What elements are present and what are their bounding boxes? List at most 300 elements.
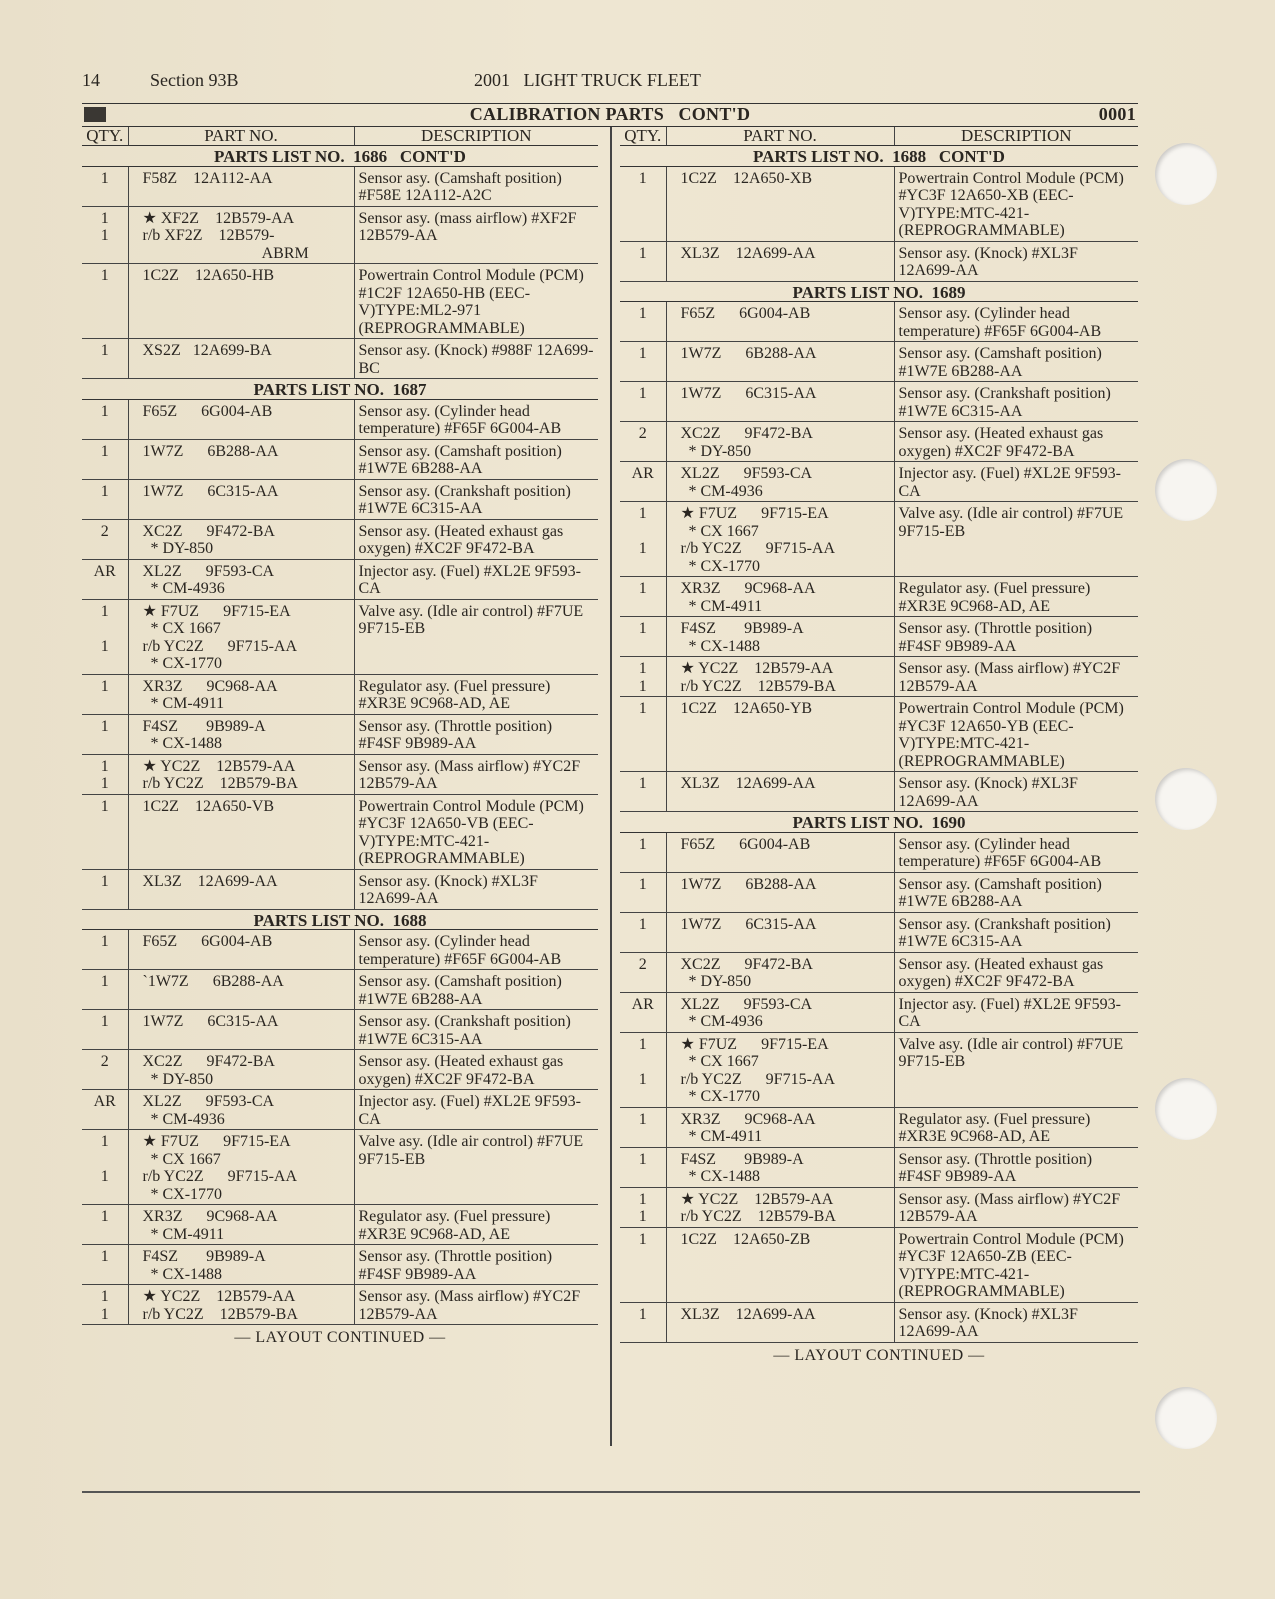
table-row: [82, 1245, 598, 1285]
qty-value: 1: [638, 1230, 647, 1248]
qty-cell: [620, 912, 666, 952]
qty-cell: [82, 794, 128, 869]
qty-value: 1: [638, 305, 647, 322]
parts-list-title-text: PARTS LIST NO. 1688: [82, 909, 598, 930]
qty-value: 1: [638, 620, 647, 637]
qty-cell: [620, 992, 666, 1032]
part-number-line: 1C2Z 12A650-XB: [680, 169, 813, 187]
part-number-cell: [128, 1050, 354, 1090]
part-number-cell: [666, 912, 894, 952]
qty-value: 1: [100, 717, 109, 735]
description-cell: Valve asy. (Idle air control) #F7UE 9F715-EB: [894, 1032, 1138, 1107]
description-cell: Sensor asy. (Cylinder head temperature) #F65F 6G004-AB: [354, 930, 598, 970]
part-number-line: r/b YC2Z 9F715-AA: [680, 540, 836, 557]
description-cell: Sensor asy. (Heated exhaust gas oxygen) #XC2F 9F472-BA: [354, 1050, 598, 1090]
qty-value: 1: [100, 1305, 109, 1323]
part-number-line: XC2Z 9F472-BA: [680, 425, 813, 442]
part-number-line: * CX-1488: [142, 735, 223, 752]
part-number-cell: [666, 952, 894, 992]
binder-hole: [1155, 459, 1217, 521]
table-row: [620, 422, 1138, 462]
part-number-line: * DY-850: [142, 1070, 214, 1088]
qty-value: 1: [100, 602, 109, 620]
part-number-line: `1W7Z 6B288-AA: [142, 973, 284, 990]
qty-value: 1: [100, 342, 109, 359]
qty-cell: [620, 342, 666, 382]
parts-list-title-text: PARTS LIST NO. 1688 CONT'D: [620, 146, 1138, 167]
table-row: [82, 166, 598, 206]
table-row: [82, 1090, 598, 1130]
table-row: [620, 912, 1138, 952]
part-number-line: XL2Z 9F593-CA: [680, 465, 813, 482]
part-number-line: 1W7Z 6C315-AA: [142, 1013, 279, 1030]
description-cell: Sensor asy. (Camshaft position) #F58E 12A112-A2C: [354, 166, 598, 206]
part-number-line: * CM-4936: [680, 1013, 763, 1030]
part-number-line: 1C2Z 12A650-HB: [142, 267, 275, 284]
table-row: [620, 241, 1138, 281]
qty-cell: [620, 577, 666, 617]
part-number-line: ★ YC2Z 12B579-AA: [680, 1190, 834, 1208]
table-row: [82, 206, 598, 264]
qty-value: 1: [638, 775, 647, 792]
table-row: [82, 674, 598, 714]
description-cell: Sensor asy. (Heated exhaust gas oxygen) #XC2F 9F472-BA: [894, 422, 1138, 462]
part-number-line: * CX-1770: [680, 1088, 761, 1105]
description-header: DESCRIPTION: [894, 127, 1138, 146]
qty-cell: [620, 952, 666, 992]
part-number-cell: [128, 479, 354, 519]
part-number-cell: [128, 1090, 354, 1130]
part-number-line: F65Z 6G004-AB: [142, 402, 273, 420]
binder-hole: [1155, 768, 1217, 830]
part-number-line: * CX-1488: [680, 1168, 761, 1185]
qty-value: 1: [638, 169, 647, 187]
part-number-cell: [666, 872, 894, 912]
qty-cell: [620, 422, 666, 462]
qty-value: 1: [100, 1013, 109, 1030]
part-number-line: XL3Z 12A699-AA: [680, 244, 816, 262]
part-number-line: XL2Z 9F593-CA: [680, 995, 813, 1013]
description-cell: Sensor asy. (Throttle position) #F4SF 9B989-AA: [354, 1245, 598, 1285]
part-number-cell: [128, 339, 354, 379]
part-number-line: * CM-4911: [142, 1225, 225, 1243]
description-cell: Powertrain Control Module (PCM) #1C2F 12A650-HB (EEC-V)TYPE:ML2-971 (REPROGRAMMABLE): [354, 264, 598, 339]
description-cell: Sensor asy. (Heated exhaust gas oxygen) #XC2F 9F472-BA: [354, 519, 598, 559]
part-number-cell: [666, 1187, 894, 1227]
qty-value: [624, 1053, 662, 1071]
page-number: 14: [82, 70, 100, 90]
qty-cell: [82, 754, 128, 794]
calibration-code: 0001: [1098, 104, 1136, 124]
qty-value: 1: [638, 660, 647, 677]
part-number-line: * DY-850: [142, 540, 214, 557]
qty-value: 1: [638, 700, 647, 717]
calibration-title-bar: [82, 103, 1138, 127]
part-number-line: ★ F7UZ 9F715-EA: [680, 1035, 829, 1053]
table-row: [82, 714, 598, 754]
part-number-line: * CM-4936: [142, 580, 225, 597]
qty-value: 1: [638, 915, 647, 933]
layout-continued-right: — LAYOUT CONTINUED —: [773, 1346, 985, 1364]
description-cell: Powertrain Control Module (PCM) #YC3F 12A650-YB (EEC-V)TYPE:MTC-421- (REPROGRAMMABLE): [894, 697, 1138, 772]
table-row: [82, 439, 598, 479]
table-row: [82, 519, 598, 559]
part-number-cell: [666, 422, 894, 462]
table-row: [620, 302, 1138, 342]
description-cell: Sensor asy. (Mass airflow) #YC2F 12B579-AA: [354, 1285, 598, 1325]
part-number-cell: [666, 302, 894, 342]
part-number-line: * DY-850: [680, 973, 752, 990]
part-number-cell: [128, 206, 354, 264]
qty-cell: [620, 166, 666, 241]
table-row: [82, 1285, 598, 1325]
part-number-cell: [128, 519, 354, 559]
part-number-cell: [128, 674, 354, 714]
qty-value: 1: [100, 1168, 109, 1185]
qty-value: 1: [100, 775, 109, 792]
qty-value: AR: [93, 562, 116, 580]
part-number-line: r/b YC2Z 12B579-BA: [142, 1305, 298, 1323]
description-cell: Sensor asy. (Cylinder head temperature) #F65F 6G004-AB: [894, 302, 1138, 342]
part-number-cell: [666, 502, 894, 577]
part-number-cell: [666, 1107, 894, 1147]
table-row: [620, 502, 1138, 577]
qty-value: 1: [100, 757, 109, 775]
part-number-line: F4SZ 9B989-A: [142, 717, 266, 735]
qty-value: 1: [638, 244, 647, 262]
part-number-line: ABRM: [142, 244, 309, 262]
part-number-line: * CX 1667: [680, 522, 759, 540]
description-cell: Sensor asy. (Throttle position) #F4SF 9B989-AA: [354, 714, 598, 754]
part-number-cell: [666, 832, 894, 872]
right-column: [620, 127, 1138, 1365]
qty-value: 1: [100, 1248, 109, 1265]
part-number-line: * CX-1488: [680, 637, 761, 655]
part-number-line: F58Z 12A112-AA: [142, 169, 273, 187]
part-number-line: 1W7Z 6B288-AA: [680, 345, 817, 362]
part-number-line: ★ YC2Z 12B579-AA: [142, 757, 296, 775]
table-row: [620, 1147, 1138, 1187]
page-header: [82, 70, 1142, 96]
part-number-line: ★ YC2Z 12B579-AA: [142, 1288, 296, 1305]
parts-list-title: [620, 812, 1138, 833]
description-cell: Sensor asy. (Mass airflow) #YC2F 12B579-AA: [894, 657, 1138, 697]
table-row: [620, 462, 1138, 502]
qty-cell: [82, 1010, 128, 1050]
qty-cell: [82, 166, 128, 206]
part-number-line: F4SZ 9B989-A: [142, 1248, 266, 1265]
table-row: [82, 1205, 598, 1245]
part-number-line: 1W7Z 6B288-AA: [142, 442, 279, 460]
qty-value: 1: [100, 1208, 109, 1225]
left-column: [82, 127, 598, 1347]
part-number-line: XC2Z 9F472-BA: [142, 522, 275, 540]
description-cell: Regulator asy. (Fuel pressure) #XR3E 9C968-AD, AE: [354, 674, 598, 714]
parts-list-title: [82, 909, 598, 930]
part-number-line: F65Z 6G004-AB: [680, 305, 811, 322]
qty-cell: [82, 674, 128, 714]
description-cell: Sensor asy. (Throttle position) #F4SF 9B989-AA: [894, 1147, 1138, 1187]
qty-cell: [82, 519, 128, 559]
qty-value: 1: [638, 1208, 647, 1225]
table-row: [620, 577, 1138, 617]
qty-value: 1: [638, 385, 647, 402]
table-row: [620, 772, 1138, 812]
description-cell: Sensor asy. (Knock) #XL3F 12A699-AA: [894, 772, 1138, 812]
qty-cell: [82, 1245, 128, 1285]
qty-cell: [82, 714, 128, 754]
parts-list-title-text: PARTS LIST NO. 1686 CONT'D: [82, 146, 598, 167]
table-row: [620, 1302, 1138, 1342]
part-number-line: 1W7Z 6B288-AA: [680, 875, 817, 893]
qty-cell: [82, 1130, 128, 1205]
table-row: [82, 599, 598, 674]
part-number-cell: [128, 930, 354, 970]
part-number-cell: [128, 599, 354, 674]
part-no-header: PART NO.: [128, 127, 354, 146]
qty-value: 1: [100, 677, 109, 695]
part-number-line: r/b YC2Z 9F715-AA: [142, 637, 298, 655]
table-row: [620, 1227, 1138, 1302]
qty-value: 2: [100, 1053, 109, 1070]
qty-value: 1: [100, 267, 109, 284]
part-number-line: XL3Z 12A699-AA: [680, 775, 816, 792]
part-number-line: 1C2Z 12A650-ZB: [680, 1230, 811, 1248]
part-number-cell: [128, 869, 354, 909]
qty-cell: [82, 869, 128, 909]
part-number-cell: [666, 462, 894, 502]
description-cell: Injector asy. (Fuel) #XL2E 9F593-CA: [354, 559, 598, 599]
description-cell: Sensor asy. (Crankshaft position) #1W7E 6C315-AA: [354, 479, 598, 519]
part-number-line: * CX-1770: [142, 1185, 223, 1203]
qty-cell: [82, 599, 128, 674]
description-cell: Regulator asy. (Fuel pressure) #XR3E 9C968-AD, AE: [894, 577, 1138, 617]
part-number-line: * CX-1488: [142, 1265, 223, 1283]
qty-cell: [82, 930, 128, 970]
table-row: [82, 1010, 598, 1050]
part-number-cell: [666, 382, 894, 422]
part-number-cell: [666, 772, 894, 812]
qty-header: QTY.: [620, 127, 666, 146]
qty-cell: [620, 1302, 666, 1342]
description-cell: Sensor asy. (Camshaft position) #1W7E 6B288-AA: [894, 342, 1138, 382]
part-number-line: XL2Z 9F593-CA: [142, 1093, 275, 1110]
qty-value: [624, 523, 662, 541]
part-number-line: * CM-4936: [680, 482, 763, 500]
table-row: [620, 952, 1138, 992]
description-cell: Sensor asy. (Throttle position) #F4SF 9B989-AA: [894, 617, 1138, 657]
qty-cell: [82, 264, 128, 339]
qty-value: 1: [638, 875, 647, 893]
part-number-line: ★ F7UZ 9F715-EA: [142, 1133, 291, 1150]
description-cell: Sensor asy. (Camshaft position) #1W7E 6B288-AA: [354, 439, 598, 479]
part-number-line: * CX 1667: [680, 1053, 759, 1070]
table-row: [620, 382, 1138, 422]
part-number-cell: [666, 1032, 894, 1107]
part-no-header: PART NO.: [666, 127, 894, 146]
qty-cell: [620, 697, 666, 772]
part-number-cell: [128, 1285, 354, 1325]
qty-cell: [620, 1107, 666, 1147]
parts-list-title: [82, 379, 598, 400]
part-number-cell: [128, 264, 354, 339]
part-number-line: r/b YC2Z 9F715-AA: [142, 1168, 298, 1185]
part-number-line: XL2Z 9F593-CA: [142, 562, 275, 580]
description-cell: Powertrain Control Module (PCM) #YC3F 12A650-XB (EEC-V)TYPE:MTC-421- (REPROGRAMMABLE): [894, 166, 1138, 241]
qty-value: 2: [100, 522, 109, 540]
part-number-line: * CX-1770: [680, 557, 761, 575]
description-cell: Sensor asy. (Knock) #XL3F 12A699-AA: [354, 869, 598, 909]
description-cell: Sensor asy. (Crankshaft position) #1W7E 6C315-AA: [894, 382, 1138, 422]
binder-hole: [1155, 1387, 1217, 1449]
part-number-line: ★ F7UZ 9F715-EA: [142, 602, 291, 620]
part-number-line: XR3Z 9C968-AA: [680, 1110, 816, 1128]
part-number-cell: [128, 559, 354, 599]
qty-cell: [620, 772, 666, 812]
qty-cell: [620, 502, 666, 577]
part-number-cell: [128, 1010, 354, 1050]
part-number-line: 1C2Z 12A650-YB: [680, 700, 813, 717]
qty-cell: [620, 302, 666, 342]
column-divider: [610, 127, 612, 1446]
parts-list-title: [82, 146, 598, 167]
qty-value: 1: [638, 540, 647, 557]
part-number-line: r/b XF2Z 12B579-: [142, 227, 275, 244]
description-cell: Sensor asy. (mass airflow) #XF2F 12B579-AA: [354, 206, 598, 264]
binder-hole: [1155, 143, 1217, 205]
qty-cell: [82, 339, 128, 379]
part-number-line: r/b YC2Z 12B579-BA: [680, 1208, 836, 1225]
part-number-line: r/b YC2Z 9F715-AA: [680, 1070, 836, 1088]
table-row: [82, 399, 598, 439]
qty-value: 1: [638, 505, 647, 522]
table-row: [82, 754, 598, 794]
description-cell: Regulator asy. (Fuel pressure) #XR3E 9C968-AD, AE: [354, 1205, 598, 1245]
qty-cell: [620, 832, 666, 872]
table-row: [82, 794, 598, 869]
description-cell: Powertrain Control Module (PCM) #YC3F 12A650-VB (EEC-V)TYPE:MTC-421- (REPROGRAMMABLE): [354, 794, 598, 869]
qty-header: QTY.: [82, 127, 128, 146]
description-cell: Sensor asy. (Crankshaft position) #1W7E 6C315-AA: [894, 912, 1138, 952]
description-cell: Valve asy. (Idle air control) #F7UE 9F715-EB: [354, 599, 598, 674]
part-number-line: * CM-4936: [142, 1110, 225, 1128]
qty-value: 1: [638, 835, 647, 853]
qty-value: 1: [638, 1070, 647, 1088]
qty-value: 1: [100, 227, 109, 244]
description-cell: Regulator asy. (Fuel pressure) #XR3E 9C968-AD, AE: [894, 1107, 1138, 1147]
description-cell: Powertrain Control Module (PCM) #YC3F 12A650-ZB (EEC-V)TYPE:MTC-421- (REPROGRAMMABLE): [894, 1227, 1138, 1302]
part-number-line: 1W7Z 6C315-AA: [680, 385, 817, 402]
qty-cell: [620, 462, 666, 502]
qty-value: 1: [638, 1150, 647, 1168]
description-cell: Sensor asy. (Crankshaft position) #1W7E 6C315-AA: [354, 1010, 598, 1050]
qty-cell: [82, 399, 128, 439]
table-row: [82, 1130, 598, 1205]
qty-value: 1: [100, 209, 109, 227]
qty-cell: [82, 1205, 128, 1245]
section-label: Section 93B: [150, 70, 239, 90]
qty-value: 1: [100, 637, 109, 655]
parts-list-title-text: PARTS LIST NO. 1687: [82, 379, 598, 400]
part-number-cell: [666, 657, 894, 697]
part-number-line: 1W7Z 6C315-AA: [680, 915, 817, 933]
part-number-line: 1C2Z 12A650-VB: [142, 797, 275, 815]
table-row: [82, 1050, 598, 1090]
description-header: DESCRIPTION: [354, 127, 598, 146]
qty-cell: [82, 206, 128, 264]
binder-hole: [1155, 1078, 1217, 1140]
table-row: [620, 697, 1138, 772]
qty-cell: [82, 559, 128, 599]
left-parts-table: [82, 127, 598, 1325]
description-cell: Sensor asy. (Mass airflow) #YC2F 12B579-AA: [894, 1187, 1138, 1227]
qty-value: [86, 1151, 124, 1169]
part-number-cell: [128, 794, 354, 869]
qty-cell: [620, 657, 666, 697]
parts-list-title: [620, 146, 1138, 167]
table-row: [620, 992, 1138, 1032]
qty-cell: [82, 1090, 128, 1130]
qty-value: 1: [638, 345, 647, 362]
parts-list-title: [620, 281, 1138, 302]
part-number-line: XL3Z 12A699-AA: [142, 872, 278, 890]
part-number-cell: [128, 970, 354, 1010]
qty-value: [86, 620, 124, 638]
description-cell: Sensor asy. (Knock) #XL3F 12A699-AA: [894, 1302, 1138, 1342]
part-number-cell: [128, 1130, 354, 1205]
part-number-line: XC2Z 9F472-BA: [680, 955, 813, 973]
part-number-line: * CM-4911: [142, 695, 225, 712]
table-row: [620, 1032, 1138, 1107]
parts-list-title-text: PARTS LIST NO. 1690: [620, 812, 1138, 833]
part-number-line: * CX-1770: [142, 655, 223, 672]
qty-cell: [620, 617, 666, 657]
part-number-line: XR3Z 9C968-AA: [680, 580, 816, 597]
qty-cell: [82, 1050, 128, 1090]
part-number-line: * CX 1667: [142, 620, 221, 637]
part-number-line: r/b YC2Z 12B579-BA: [680, 677, 836, 695]
table-row: [620, 166, 1138, 241]
qty-cell: [620, 1187, 666, 1227]
qty-value: 1: [100, 442, 109, 460]
table-row: [82, 479, 598, 519]
table-row: [82, 930, 598, 970]
part-number-cell: [128, 439, 354, 479]
qty-value: AR: [93, 1093, 116, 1110]
description-cell: Valve asy. (Idle air control) #F7UE 9F715-EB: [354, 1130, 598, 1205]
qty-cell: [82, 1285, 128, 1325]
table-row: [620, 832, 1138, 872]
qty-value: 1: [100, 973, 109, 990]
part-number-cell: [666, 617, 894, 657]
part-number-cell: [666, 992, 894, 1032]
right-parts-table: [620, 127, 1138, 1343]
publication-title: 2001 LIGHT TRUCK FLEET: [474, 70, 701, 90]
description-cell: Sensor asy. (Camshaft position) #1W7E 6B288-AA: [894, 872, 1138, 912]
qty-value: 2: [638, 425, 647, 442]
table-row: [620, 872, 1138, 912]
table-row: [620, 657, 1138, 697]
part-number-cell: [128, 754, 354, 794]
part-number-line: F65Z 6G004-AB: [142, 933, 273, 950]
part-number-cell: [666, 577, 894, 617]
qty-value: 1: [100, 1133, 109, 1150]
description-cell: Sensor asy. (Cylinder head temperature) #F65F 6G004-AB: [354, 399, 598, 439]
part-number-line: r/b YC2Z 12B579-BA: [142, 775, 298, 792]
qty-value: 1: [638, 1305, 647, 1323]
part-number-line: F4SZ 9B989-A: [680, 620, 804, 637]
part-number-cell: [666, 1302, 894, 1342]
